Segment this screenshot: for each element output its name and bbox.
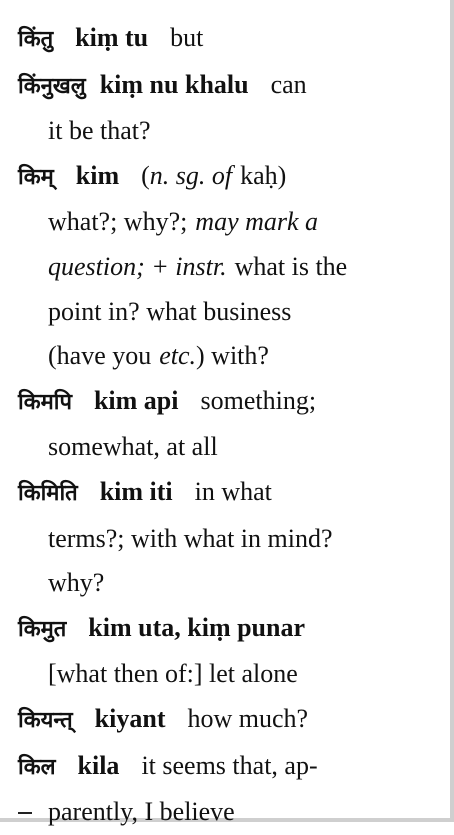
gloss: ) with?	[196, 341, 269, 371]
headword-devanagari: किमिति	[18, 480, 78, 506]
entry-line	[18, 561, 446, 606]
entry-line	[18, 697, 446, 744]
headword-translit: kiṃ tu	[75, 23, 149, 52]
entry-line	[18, 606, 446, 653]
cut-off-next-entry-mark	[18, 812, 32, 820]
headword-translit: kim uta, kiṃ punar	[88, 612, 306, 642]
entry-kimtu	[18, 16, 446, 63]
gloss: in what	[194, 476, 272, 506]
gloss: (have you	[48, 341, 152, 371]
entry-kiyant	[18, 697, 446, 744]
note-paren-open: (	[141, 160, 150, 190]
headword-translit: kim api	[93, 385, 179, 415]
gloss: somewhat, at all	[48, 432, 218, 462]
gloss: but	[170, 23, 204, 52]
cross-ref-word: kaḥ	[240, 160, 278, 190]
gloss: parently, I believe	[48, 797, 235, 827]
entry-line	[18, 652, 446, 697]
entry-line	[18, 425, 446, 470]
entry-line	[18, 109, 446, 154]
entry-kila	[18, 744, 446, 835]
gloss-italic: question; + instr.	[48, 251, 227, 281]
note-paren-close: )	[277, 160, 287, 190]
headword-devanagari: किम्	[18, 164, 54, 190]
gloss: what is the	[234, 251, 348, 281]
entry-line	[18, 744, 446, 791]
entry-line	[18, 379, 446, 426]
entry-line	[18, 63, 446, 110]
headword-devanagari: कियन्त्	[18, 707, 73, 733]
grammar-note: n. sg. of	[149, 160, 233, 190]
entry-line	[18, 154, 446, 201]
entry-line	[18, 790, 446, 835]
gloss-italic: etc.	[159, 341, 197, 371]
headword-translit: kim iti	[99, 476, 173, 506]
headword-translit: kiṃ nu khalu	[99, 69, 249, 99]
headword-devanagari: किंनुखलु	[18, 73, 86, 99]
headword-devanagari: किल	[18, 754, 56, 780]
gloss: can	[270, 69, 307, 99]
headword-devanagari: किंतु	[18, 27, 54, 52]
gloss: it be that?	[48, 116, 151, 146]
gloss: what?; why?;	[48, 207, 188, 237]
gloss: point in? what business	[48, 296, 292, 326]
headword-translit: kiyant	[94, 703, 166, 733]
entry-kimnukhalu	[18, 63, 446, 154]
gloss: something;	[200, 385, 317, 415]
entry-line	[18, 470, 446, 517]
headword-devanagari: किमुत	[18, 616, 67, 642]
entry-kimuta	[18, 606, 446, 697]
entry-line	[18, 334, 446, 379]
gloss: terms?; with what in mind?	[48, 523, 333, 553]
entry-kimiti	[18, 470, 446, 606]
entry-line	[18, 16, 446, 63]
entry-kimapi	[18, 379, 446, 470]
entry-kim	[18, 154, 446, 379]
gloss: how much?	[187, 703, 309, 733]
gloss-italic: may mark a	[195, 207, 319, 237]
headword-translit: kila	[77, 750, 120, 780]
gloss: why?	[48, 568, 105, 598]
entry-line	[18, 517, 446, 562]
headword-translit: kim	[75, 160, 120, 190]
gloss: it seems that, ap-	[141, 750, 318, 780]
entry-line	[18, 290, 446, 335]
headword-devanagari: किमपि	[18, 389, 72, 415]
dictionary-entries	[18, 16, 446, 835]
gloss: [what then of:] let alone	[48, 659, 298, 689]
entry-line	[18, 200, 446, 245]
entry-line	[18, 245, 446, 290]
